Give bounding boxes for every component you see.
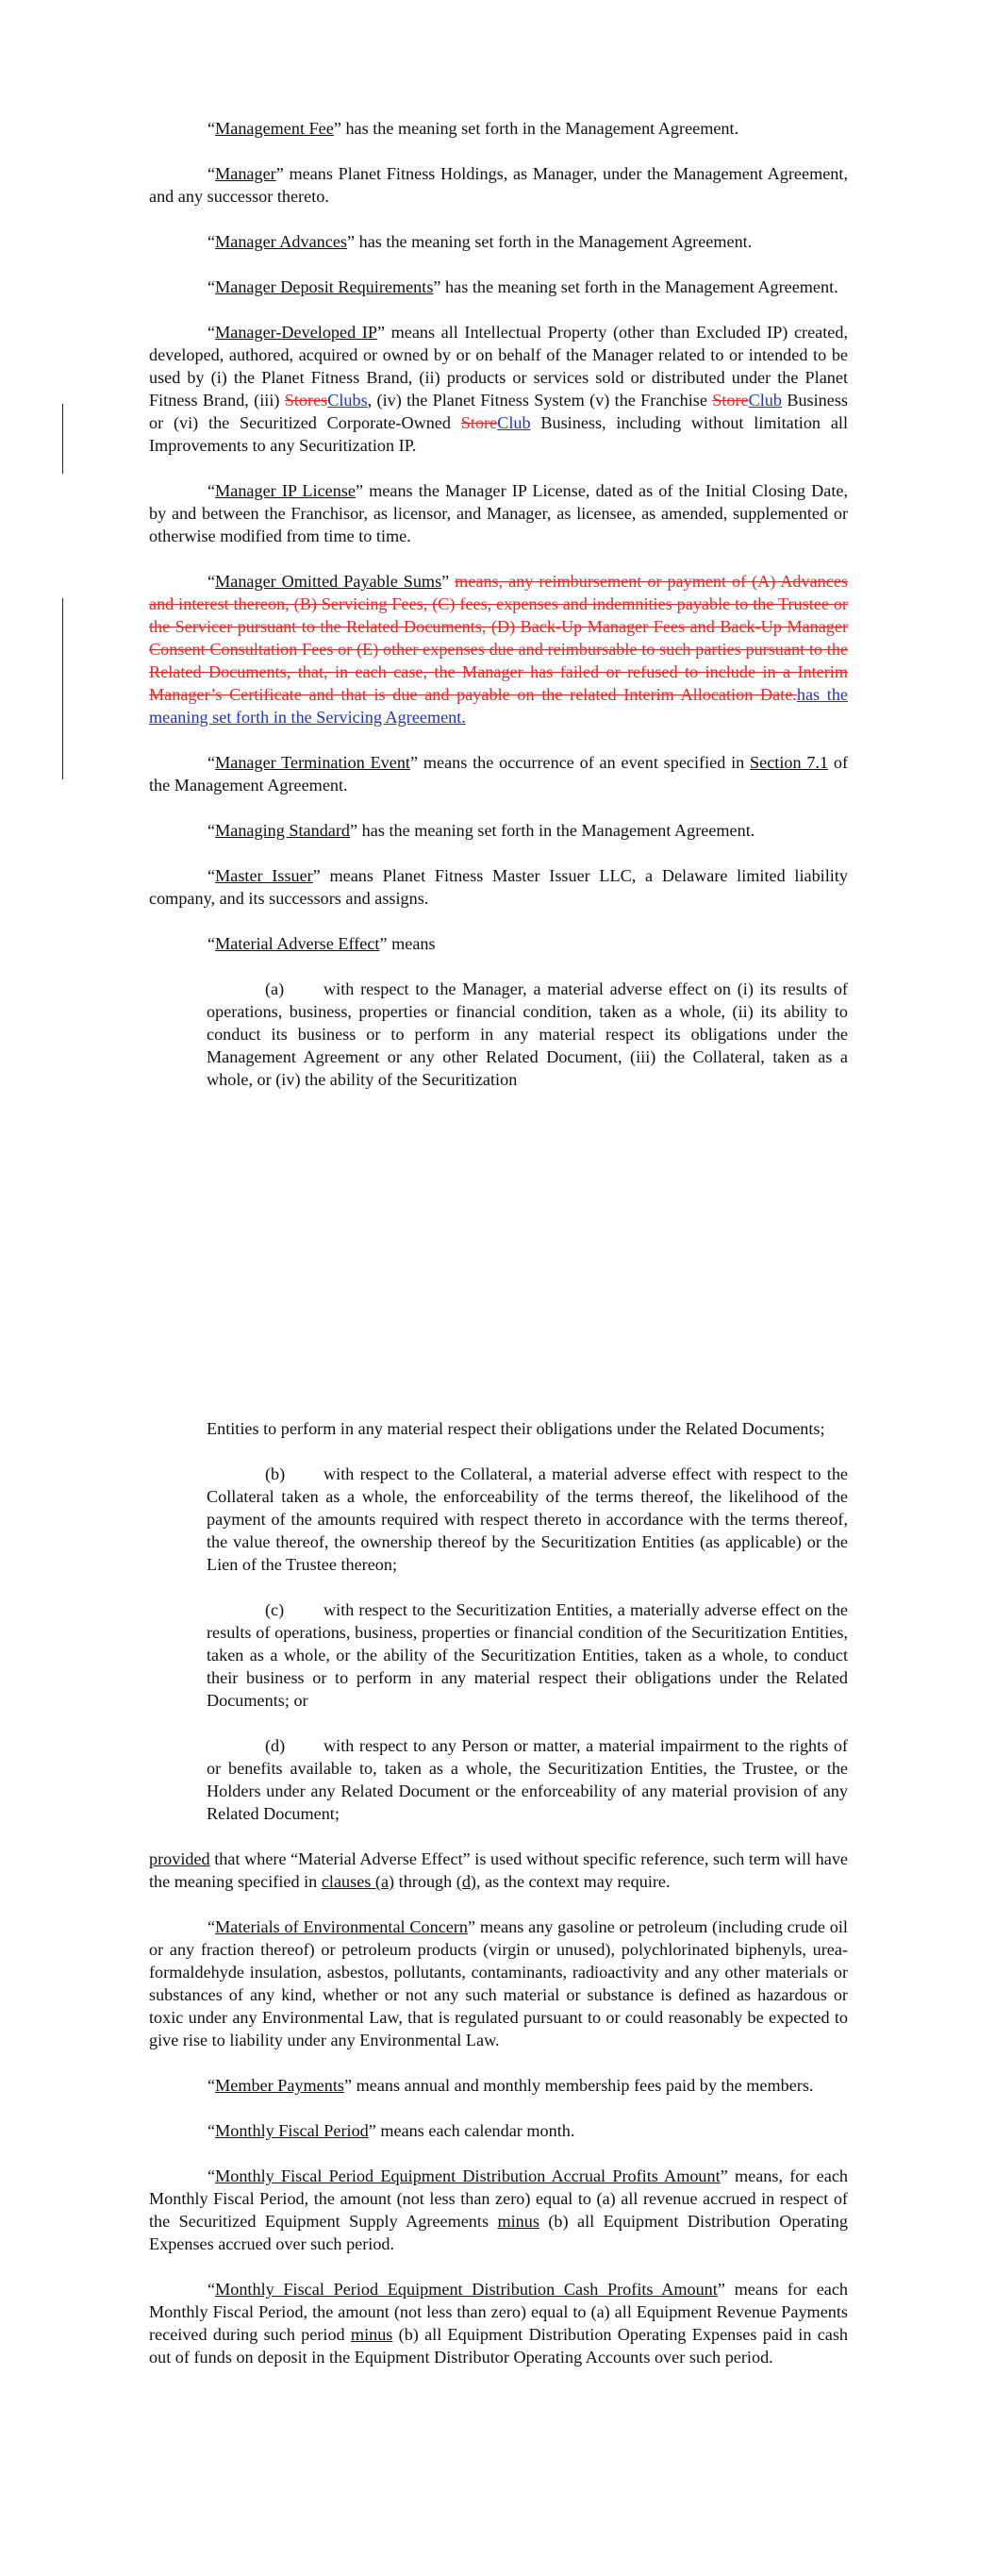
clause-d: (d) with respect to any Person or matter, a material impairment to the rights of or benefits available to, taken as a whole, the Securitization Entities, the Trustee, or the Holders under any Related Document or the enforceability of any material provision of any Related Document;: [207, 1736, 848, 1823]
defined-term: Master Issuer: [215, 866, 313, 885]
deleted-text: Store: [712, 391, 749, 410]
definition-equipment-cash-profits: “Monthly Fiscal Period Equipment Distribution Cash Profits Amount” means for each Monthly Fiscal Period, the amount (not less than zero) equal to (a) all Equipment Revenue Payments received during such period minus (b) all Equipment Distribution Operating Expenses paid in cash out of funds on deposit in the Equipment Distributor Operating Accounts over such period.: [149, 2280, 849, 2367]
definition-management-fee: “Management Fee” has the meaning set forth in the Management Agreement.: [207, 119, 739, 138]
deleted-text: means, any reimbursement or payment of (A) Advances and interest thereon, (B) Servicing Fees, (C) fees, expenses and indemnities payable to the Trustee or the Servicer pursuant to the Related Documents, (D) Back-Up Manager Fees and Back-Up Manager Consent Consultation Fees or (E) other expenses due and reimbursable to such parties pursuant to the Related Documents, that, in each case, the Manager has failed or refused to include in a Interim Manager’s Certificate and that is due and payable on the related Interim Allocation Date.: [149, 572, 848, 704]
defined-term: Manager IP License: [215, 481, 356, 500]
definition-manager-termination-event: “Manager Termination Event” means the occurrence of an event specified in Section 7.1 of the Management Agreement.: [149, 753, 849, 795]
section-reference: Section 7.1: [750, 753, 829, 772]
clause-c: (c) with respect to the Securitization Entities, a materially adverse effect on the results of operations, business, properties or financial condition of the Securitization Entities, taken as a whole, or the ability of the Securitization Entities, taken as a whole, to conduct their business or to perform in any material respect their obligations under the Related Documents; or: [207, 1600, 848, 1710]
definition-manager-developed-ip: “Manager-Developed IP” means all Intellectual Property (other than Excluded IP) created, developed, authored, acquired or owned by or on behalf of the Manager related to or intended to be used by (i) the Planet Fitness Brand, (ii) products or services sold or distributed under the Planet Fitness Brand, (iii) StoresClubs, (iv) the Planet Fitness System (v) the Franchise StoreClub Business or (vi) the Securitized Corporate-Owned StoreClub Business, including without limitation all Improvements to any Securitization IP.: [149, 323, 848, 455]
definition-material-adverse-effect: “Material Adverse Effect” means: [207, 934, 436, 953]
definition-materials-environmental-concern: “Materials of Environmental Concern” means any gasoline or petroleum (including crude oil or any fraction thereof) or petroleum products (virgin or unused), polychlorinated biphenyls, urea-formaldehyde insulation, asbestos, pollutants, contaminants, radioactivity and any other materials or substances of any kind, whether or not any such material or substance is defined as hazardous or toxic under any Environmental Law, that is regulated pursuant to or could reasonably be expected to give rise to liability under any Environmental Law.: [149, 1917, 848, 2049]
defined-term: Member Payments: [215, 2076, 344, 2095]
definition-manager: “Manager” means Planet Fitness Holdings, as Manager, under the Management Agreement, and any successor thereto.: [149, 164, 848, 206]
definition-master-issuer: “Master Issuer” means Planet Fitness Master Issuer LLC, a Delaware limited liability company, and its successors and assigns.: [149, 866, 848, 908]
definition-member-payments: “Member Payments” means annual and monthly membership fees paid by the members.: [207, 2076, 814, 2095]
defined-term: Material Adverse Effect: [215, 934, 380, 953]
defined-term: Manager Deposit Requirements: [215, 277, 434, 296]
defined-term: Manager Termination Event: [215, 753, 410, 772]
definition-manager-deposit-requirements: “Manager Deposit Requirements” has the meaning set forth in the Management Agreement.: [207, 277, 838, 296]
proviso: provided that where “Material Adverse Effect” is used without specific reference, such term will have the meaning specified in clauses (a) through (d), as the context may require.: [149, 1849, 848, 1891]
defined-term: Manager: [215, 164, 276, 183]
clause-reference: clauses (a): [321, 1872, 395, 1891]
document-body-bottom: [149, 1417, 848, 2391]
inserted-text: has the meaning set forth in the Servicing Agreement.: [149, 685, 849, 727]
change-bar: [62, 598, 63, 779]
clause-label: (a): [265, 979, 285, 998]
defined-term: Management Fee: [215, 119, 334, 138]
definition-monthly-fiscal-period: “Monthly Fiscal Period” means each calendar month.: [207, 2121, 575, 2140]
definition-manager-omitted-payable-sums: “Manager Omitted Payable Sums” means, any reimbursement or payment of (A) Advances and interest thereon, (B) Servicing Fees, (C) fees, expenses and indemnities payable to the Trustee or the Servicer pursuant to the Related Documents, (D) Back-Up Manager Fees and Back-Up Manager Consent Consultation Fees or (E) other expenses due and reimbursable to such parties pursuant to the Related Documents, that, in each case, the Manager has failed or refused to include in a Interim Manager’s Certificate and that is due and payable on the related Interim Allocation Date.has the meaning set forth in the Servicing Agreement.: [149, 572, 849, 727]
defined-term: Managing Standard: [215, 821, 351, 840]
defined-term: Manager-Developed IP: [215, 323, 377, 342]
deleted-text: Stores: [284, 391, 328, 410]
clause-a: (a) with respect to the Manager, a material adverse effect on (i) its results of operations, business, properties or financial condition, taken as a whole, (ii) its ability to conduct its business or to perform in any material respect its obligations under the Management Agreement or any other Related Document, (iii) the Collateral, taken as a whole, or (iv) the ability of the Securitization: [207, 979, 848, 1089]
deleted-text: Store: [460, 413, 498, 432]
defined-term: Manager Advances: [215, 232, 347, 251]
defined-term: Monthly Fiscal Period Equipment Distribution Cash Profits Amount: [215, 2280, 718, 2299]
clause-reference: (d): [456, 1872, 476, 1891]
defined-term: Monthly Fiscal Period Equipment Distribution Accrual Profits Amount: [215, 2166, 721, 2185]
clause-label: (d): [265, 1736, 286, 1755]
definition-equipment-accrual-profits: “Monthly Fiscal Period Equipment Distribution Accrual Profits Amount” means, for each Monthly Fiscal Period, the amount (not less than zero) equal to (a) all revenue accrued in respect of the Securitized Equipment Supply Agreements minus (b) all Equipment Distribution Operating Expenses accrued over such period.: [149, 2166, 848, 2253]
defined-term: Manager Omitted Payable Sums: [215, 572, 442, 591]
inserted-text: Club: [748, 391, 782, 410]
clause-label: (b): [265, 1464, 286, 1483]
clause-label: (c): [265, 1600, 285, 1619]
definition-managing-standard: “Managing Standard” has the meaning set forth in the Management Agreement.: [207, 821, 755, 840]
inserted-text: Club: [497, 413, 531, 432]
clause-b: (b) with respect to the Collateral, a material adverse effect with respect to the Collateral taken as a whole, the enforceability of the terms thereof, the likelihood of the payment of the amounts required with respect thereto in accordance with the terms thereof, the value thereof, the ownership thereof by the Securitization Entities (as applicable) or the Lien of the Trustee thereon;: [207, 1464, 848, 1574]
defined-term: Materials of Environmental Concern: [215, 1917, 468, 1936]
definition-manager-ip-license: “Manager IP License” means the Manager IP License, dated as of the Initial Closing Date, by and between the Franchisor, as licensor, and Manager, as licensee, as amended, supplemented or otherwise modified from time to time.: [149, 481, 848, 545]
change-bar: [62, 404, 63, 474]
defined-term: Monthly Fiscal Period: [215, 2121, 369, 2140]
inserted-text: Clubs: [327, 391, 368, 410]
definition-manager-advances: “Manager Advances” has the meaning set forth in the Management Agreement.: [207, 232, 753, 251]
clause-a-continued: Entities to perform in any material respect their obligations under the Related Documents;: [207, 1419, 825, 1438]
document-body-top: [149, 117, 848, 1113]
